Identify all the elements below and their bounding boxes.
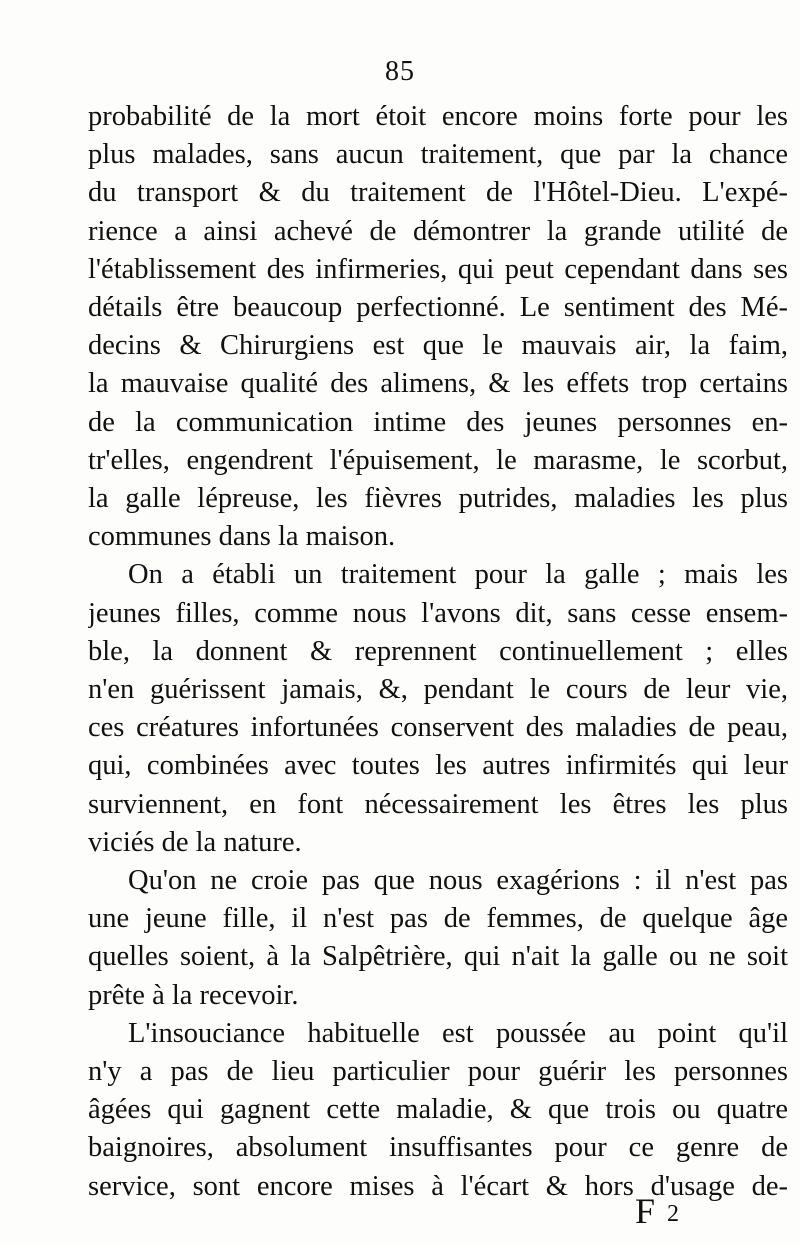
text-line: plus malades, sans aucun traitement, que par la chance bbox=[88, 139, 788, 171]
text-line: âgées qui gagnent cette maladie, & que trois ou quatre bbox=[88, 1094, 788, 1126]
text-line: viciés de la nature. bbox=[88, 826, 302, 858]
text-line: communes dans la maison. bbox=[88, 521, 396, 553]
text-line: n'y a pas de lieu particulier pour guérir les personnes bbox=[88, 1056, 788, 1088]
body-text bbox=[88, 98, 788, 1206]
text-line: baignoires, absolument insuffisantes pour ce genre de bbox=[88, 1132, 788, 1164]
text-line: qui, combinées avec toutes les autres infirmités qui leur bbox=[88, 750, 788, 782]
text-line: la galle lépreuse, les fièvres putrides, maladies les plus bbox=[88, 483, 788, 515]
text-line: n'en guérissent jamais, &, pendant le cours de leur vie, bbox=[88, 674, 788, 706]
text-line: L'insouciance habituelle est poussée au point qu'il bbox=[128, 1017, 788, 1049]
text-line: du transport & du traitement de l'Hôtel-Dieu. L'expé- bbox=[88, 177, 788, 209]
signature-number: 2 bbox=[667, 1201, 682, 1228]
text-line: rience a ainsi achevé de démontrer la grande utilité de bbox=[88, 215, 788, 247]
text-line: détails être beaucoup perfectionné. Le sentiment des Mé- bbox=[88, 292, 788, 324]
page-number: 85 bbox=[385, 56, 415, 87]
text-line: ces créatures infortunées conservent des maladies de peau, bbox=[88, 712, 788, 744]
text-line: Qu'on ne croie pas que nous exagérions : il n'est pas bbox=[128, 865, 788, 897]
text-line: l'établissement des infirmeries, qui peut cependant dans ses bbox=[88, 253, 788, 285]
text-line: de la communication intime des jeunes personnes en- bbox=[88, 406, 788, 438]
text-line: ble, la donnent & reprennent continuellement ; elles bbox=[88, 635, 788, 667]
text-line: quelles soient, à la Salpêtrière, qui n'ait la galle ou ne soit bbox=[88, 941, 788, 973]
text-line: decins & Chirurgiens est que le mauvais air, la faim, bbox=[88, 330, 788, 362]
signature-letter: F bbox=[635, 1191, 658, 1231]
text-line: probabilité de la mort étoit encore moins forte pour les bbox=[88, 101, 788, 132]
text-line: On a établi un traitement pour la galle ; mais les bbox=[128, 559, 788, 591]
text-line: service, sont encore mises à l'écart & hors d'usage de- bbox=[88, 1170, 788, 1202]
text-line: surviennent, en font nécessairement les êtres les plus bbox=[88, 788, 788, 820]
text-line: tr'elles, engendrent l'épuisement, le marasme, le scorbut, bbox=[88, 444, 788, 476]
text-line: une jeune fille, il n'est pas de femmes, de quelque âge bbox=[88, 903, 788, 935]
text-line: prête à la recevoir. bbox=[88, 979, 299, 1011]
text-line: la mauvaise qualité des alimens, & les effets trop certains bbox=[88, 368, 788, 400]
text-line: jeunes filles, comme nous l'avons dit, sans cesse ensem- bbox=[88, 597, 788, 629]
signature-mark bbox=[635, 1190, 681, 1232]
